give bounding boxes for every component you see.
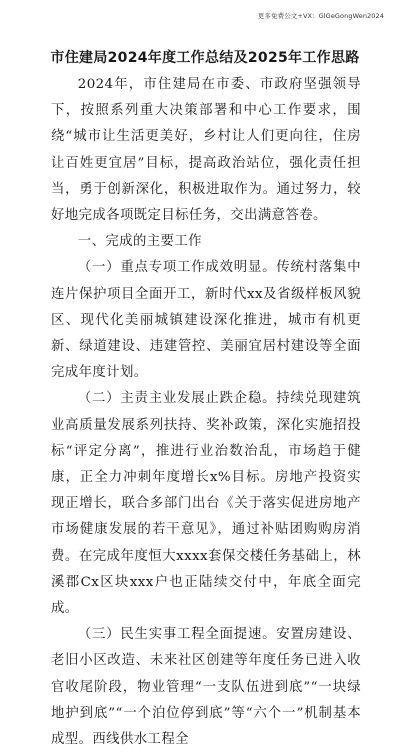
document-title: 市住建局2024年度工作总结及2025年工作思路 xyxy=(50,50,360,66)
intro-paragraph: 2024年，市住建局在市委、市政府坚强领导下，按照系列重大决策部署和中心工作要求，围绕“城市让生活更美好，乡村让人们更向往，住房让百姓更宜居”目标，提高政治站位，强化责任担当，勇于创新深化，积极进取作为。通过努力，较好地完成各项既定目标任务，交出满意答卷。 xyxy=(51,77,361,224)
watermark-text: 更多免费公文+VX：GlGeGongWen2024 xyxy=(257,12,384,20)
body-paragraph: （三）民生实事工程全面提速。安置房建设、老旧小区改造、未来社区创建等年度任务已进入收官收尾阶段，物业管理“一支队伍进到底”“一块绿地护到底”“一个泊位停到底”等“六个一”机制基本成型。西线供水工程全 xyxy=(51,627,361,748)
document-body xyxy=(51,72,361,753)
section-heading: 一、完成的主要工作 xyxy=(77,234,202,250)
body-paragraph: （一）重点专项工作成效明显。传统村落集中连片保护项目全面开工，新时代xx及省级样板风貌区、现代化美丽城镇建设深化推进，城市有机更新、绿道建设、违建管控、美丽宜居村建设等全面完成年度计划。 xyxy=(51,260,361,381)
body-paragraph: （二）主责主业发展止跌企稳。持续兑现建筑业高质量发展系列扶持、奖补政策，深化实施招投标“评定分离”，推进行业治数治乱，市场趋于健康，正全力冲刺年度增长x%目标。房地产投资实现正增长，联合多部门出台《关于落实促进房地产市场健康发展的若干意见》，通过补贴团购购房消费。在完成年度恒大xxxx套保交楼任务基础上，林溪郡Cx区块xxx户也正陆续交付中，年底全面完成。 xyxy=(51,391,361,617)
